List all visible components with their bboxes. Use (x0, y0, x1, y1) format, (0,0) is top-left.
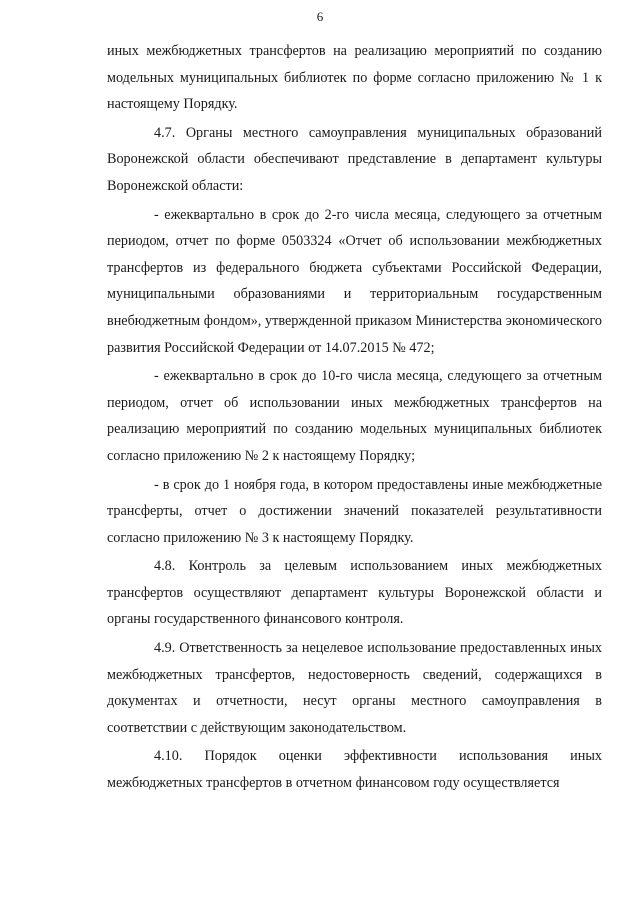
paragraph-4-8: 4.8. Контроль за целевым использованием иных межбюджетных трансфертов осуществляют департамент культуры Воронежской области и органы государственного финансового контроля. (107, 558, 602, 628)
document-body (107, 38, 602, 799)
paragraph-continuation: иных межбюджетных трансфертов на реализацию мероприятий по созданию модельных муниципальных библиотек по форме согласно приложению № 1 к настоящему Порядку. (107, 43, 602, 113)
paragraph-4-10: 4.10. Порядок оценки эффективности использования иных межбюджетных трансфертов в отчетном финансовом году осуществляется (107, 748, 602, 792)
paragraph-4-7: 4.7. Органы местного самоуправления муниципальных образований Воронежской области обеспечивают представление в департамент культуры Воронежской области: (107, 124, 602, 194)
paragraph-4-9: 4.9. Ответственность за нецелевое использование предоставленных иных межбюджетных трансфертов, недостоверность сведений, содержащихся в документах и отчетности, несут органы местного самоуправления в соответствии с действующим законодательством. (107, 640, 602, 736)
paragraph-november-report: - в срок до 1 ноября года, в котором предоставлены иные межбюджетные трансферты, отчет о достижении значений показателей результативности согласно приложению № 3 к настоящему Порядку. (107, 476, 602, 546)
paragraph-quarterly-report-form: - ежеквартально в срок до 2-го числа месяца, следующего за отчетным периодом, отчет по форме 0503324 «Отчет об использовании межбюджетных трансфертов из федерального бюджета субъектами Российской Федерации, муниципальными образованиями и территориальным государственным внебюджетным фондом», утвержденной приказом Министерства экономического развития Российской Федерации от 14.07.2015 № 472; (107, 206, 602, 356)
page-number: 6 (316, 9, 324, 24)
paragraph-quarterly-report-libraries: - ежеквартально в срок до 10-го числа месяца, следующего за отчетным периодом, отчет об использовании иных межбюджетных трансфертов на реализацию мероприятий по созданию модельных муниципальных библиотек согласно приложению № 2 к настоящему Порядку; (107, 368, 602, 464)
